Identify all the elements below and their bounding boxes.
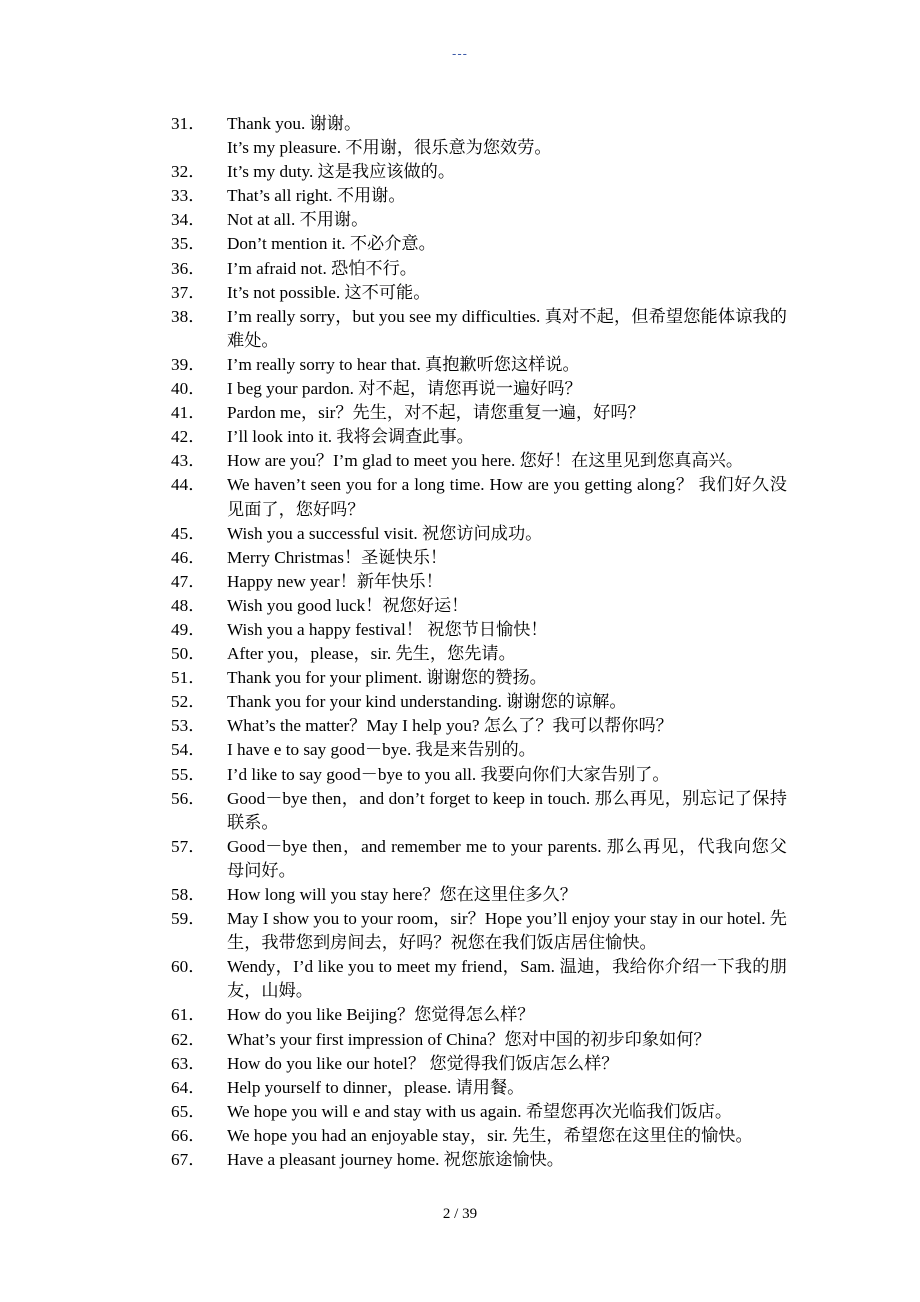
list-item — [0, 232, 920, 256]
item-text: That’s all right. 不用谢。 — [227, 186, 406, 206]
item-text: Wish you a happy festival！ 祝您节日愉快！ — [227, 619, 548, 639]
item-number: 32． — [171, 162, 206, 182]
list-item — [0, 618, 920, 642]
item-number: 64． — [171, 1077, 206, 1097]
item-text: It’s my pleasure. 不用谢，很乐意为您效劳。 — [227, 138, 552, 158]
list-item — [0, 835, 920, 883]
list-item — [0, 160, 920, 184]
list-item — [0, 714, 920, 738]
list-item — [0, 1028, 920, 1052]
list-item — [0, 425, 920, 449]
list-item — [0, 449, 920, 473]
item-number: 39． — [171, 354, 206, 374]
item-number: 34． — [171, 210, 206, 230]
item-number: 59． — [171, 909, 206, 929]
item-number: 42． — [171, 427, 206, 447]
list-item — [0, 257, 920, 281]
list-item — [0, 1148, 920, 1172]
item-number: 50． — [171, 644, 206, 664]
item-text: Good－bye then，and remember me to your parents. 那么再见，代我向您父母问好。 — [227, 836, 787, 880]
list-item — [0, 907, 920, 955]
list-item — [0, 738, 920, 762]
item-text: What’s the matter？May I help you? 怎么了？我可以帮你吗？ — [227, 716, 673, 736]
item-text: Thank you for your kind understanding. 谢谢您的谅解。 — [227, 692, 627, 712]
phrase-list — [0, 112, 920, 1172]
list-item — [0, 281, 920, 305]
page-number: 2 / 39 — [442, 1206, 478, 1222]
item-number: 37． — [171, 282, 206, 302]
list-item — [0, 401, 920, 425]
list-item — [0, 184, 920, 208]
list-item — [0, 642, 920, 666]
list-item — [0, 522, 920, 546]
item-number: 41． — [171, 403, 206, 423]
item-text: I’m really sorry to hear that. 真抱歉听您这样说。 — [227, 354, 580, 374]
item-number: 61． — [171, 1005, 206, 1025]
list-item — [0, 136, 920, 160]
item-text: How do you like Beijing？您觉得怎么样？ — [227, 1005, 535, 1025]
item-number: 58． — [171, 885, 206, 904]
page-header-mark: --- — [452, 46, 468, 61]
item-text: After you，please，sir. 先生，您先请。 — [227, 644, 516, 664]
item-text: Don’t mention it. 不必介意。 — [227, 234, 436, 254]
item-text: I have e to say good－bye. 我是来告别的。 — [227, 740, 536, 760]
item-number: 52． — [171, 692, 206, 712]
list-item — [0, 883, 920, 907]
item-number: 67． — [171, 1150, 206, 1170]
item-number: 55． — [171, 764, 206, 784]
item-number: 35． — [171, 234, 206, 254]
item-number: 45． — [171, 523, 206, 543]
list-item — [0, 666, 920, 690]
list-item — [0, 473, 920, 521]
item-number: 63． — [171, 1053, 206, 1073]
list-item — [0, 1076, 920, 1100]
item-number: 46． — [171, 547, 206, 567]
item-number: 54． — [171, 740, 206, 760]
list-item — [0, 570, 920, 594]
item-text: It’s not possible. 这不可能。 — [227, 282, 431, 302]
list-item — [0, 1124, 920, 1148]
item-text: I’ll look into it. 我将会调查此事。 — [227, 427, 474, 447]
item-text: Happy new year！新年快乐！ — [227, 571, 443, 591]
item-text: Have a pleasant journey home. 祝您旅途愉快。 — [227, 1150, 564, 1170]
list-item — [0, 305, 920, 353]
item-number: 36． — [171, 258, 206, 278]
item-text: It’s my duty. 这是我应该做的。 — [227, 162, 456, 182]
item-text: We haven’t seen you for a long time. How are you getting along？ 我们好久没见面了，您好吗？ — [227, 475, 787, 519]
item-number: 33． — [171, 186, 206, 206]
item-text: What’s your first impression of China？您对中国的初步印象如何？ — [227, 1029, 711, 1049]
list-item — [0, 763, 920, 787]
item-text: I’d like to say good－bye to you all. 我要向你们大家告别了。 — [227, 764, 670, 784]
item-number: 40． — [171, 379, 206, 399]
item-text: Wish you good luck！祝您好运！ — [227, 595, 469, 615]
list-item — [0, 208, 920, 232]
item-number: 51． — [171, 668, 206, 688]
list-item — [0, 1003, 920, 1027]
item-number — [0, 136, 227, 160]
item-text: We hope you had an enjoyable stay，sir. 先生，希望您在这里住的愉快。 — [227, 1125, 753, 1145]
item-number: 38． — [171, 306, 206, 326]
item-number: 49． — [171, 619, 206, 639]
list-item — [0, 1100, 920, 1124]
item-text: I beg your pardon. 对不起，请您再说一遍好吗？ — [227, 379, 582, 399]
item-text: We hope you will e and stay with us again. 希望您再次光临我们饭店。 — [227, 1101, 733, 1121]
item-text: How long will you stay here？您在这里住多久？ — [227, 885, 577, 904]
item-text: How do you like our hotel？ 您觉得我们饭店怎么样？ — [227, 1053, 619, 1073]
item-text: Wendy，I’d like you to meet my friend，Sam. 温迪，我给你介绍一下我的朋友，山姆。 — [227, 957, 787, 1001]
list-item — [0, 594, 920, 618]
list-item — [0, 377, 920, 401]
item-number: 31． — [171, 114, 206, 133]
list-item — [0, 787, 920, 835]
item-text: Good－bye then，and don’t forget to keep in touch. 那么再见，别忘记了保持联系。 — [227, 788, 787, 832]
item-text: How are you？I’m glad to meet you here. 您好！在这里见到您真高兴。 — [227, 451, 744, 471]
list-item — [0, 112, 920, 136]
item-text: I’m really sorry，but you see my difficulties. 真对不起，但希望您能体谅我的难处。 — [227, 306, 787, 350]
item-number: 65． — [171, 1101, 206, 1121]
item-text: Not at all. 不用谢。 — [227, 210, 369, 230]
item-text: Wish you a successful visit. 祝您访问成功。 — [227, 523, 543, 543]
item-number: 60． — [171, 957, 206, 977]
item-text: Merry Christmas！圣诞快乐！ — [227, 547, 448, 567]
item-number: 44． — [171, 475, 206, 495]
item-number: 62． — [171, 1029, 206, 1049]
item-text: Thank you for your pliment. 谢谢您的赞扬。 — [227, 668, 547, 688]
item-number: 43． — [171, 451, 206, 471]
list-item — [0, 353, 920, 377]
item-number: 57． — [171, 836, 206, 856]
item-text: Thank you. 谢谢。 — [227, 114, 362, 133]
list-item — [0, 690, 920, 714]
item-text: Pardon me，sir？先生，对不起，请您重复一遍，好吗？ — [227, 403, 645, 423]
item-number: 48． — [171, 595, 206, 615]
item-number: 66． — [171, 1125, 206, 1145]
item-number: 53． — [171, 716, 206, 736]
item-text: I’m afraid not. 恐怕不行。 — [227, 258, 417, 278]
item-number: 56． — [171, 788, 206, 808]
list-item — [0, 955, 920, 1003]
item-text: May I show you to your room，sir？Hope you’ll enjoy your stay in our hotel. 先生，我带您到房间去，好吗？祝您在我们饭店居住愉快。 — [227, 909, 787, 953]
list-item — [0, 546, 920, 570]
list-item — [0, 1052, 920, 1076]
item-text: Help yourself to dinner，please. 请用餐。 — [227, 1077, 525, 1097]
item-number: 47． — [171, 571, 206, 591]
